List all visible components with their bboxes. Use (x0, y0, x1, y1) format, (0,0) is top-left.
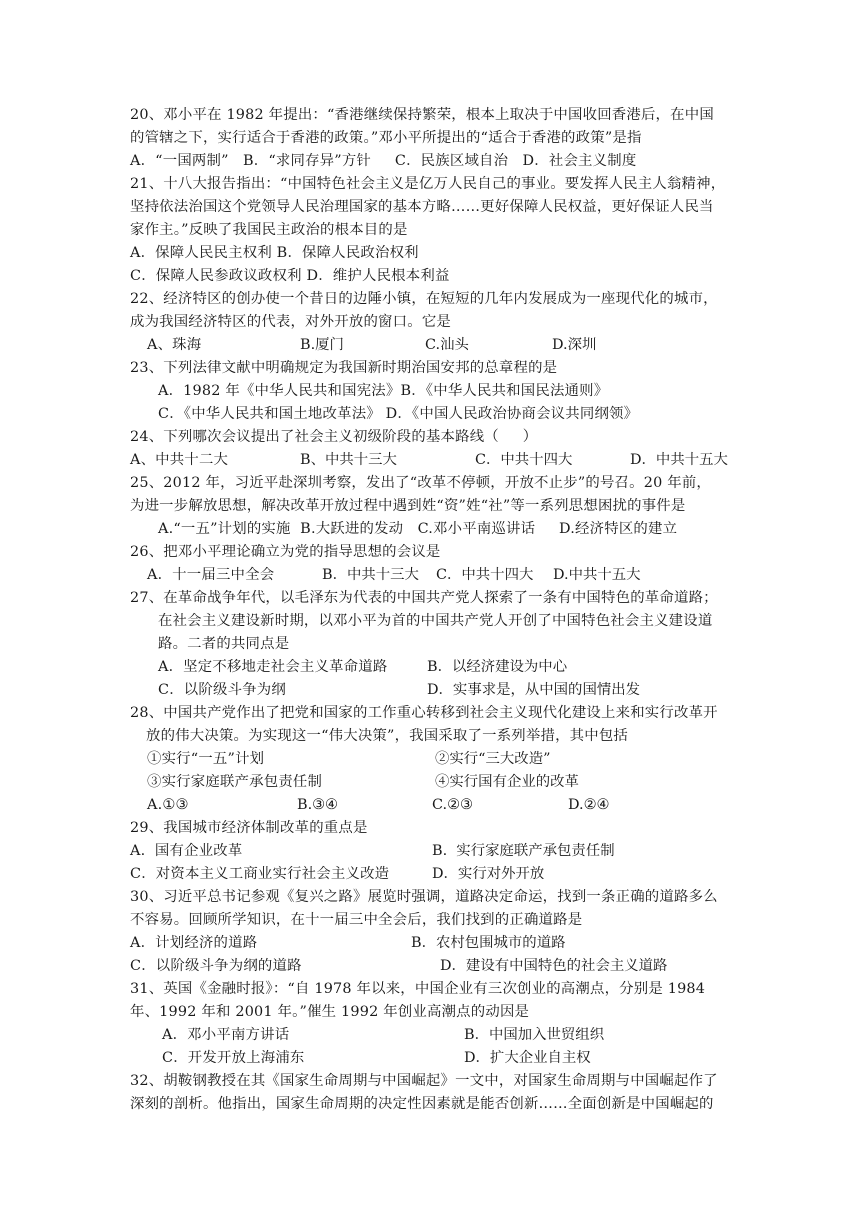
q22-option-b: B.厦门 (300, 337, 344, 353)
q24-option-d: D．中共十五大 (630, 452, 728, 468)
q28-item-2: ②实行“三大改造” (435, 751, 551, 767)
q31-option-c: C．开发开放上海浦东 (162, 1050, 305, 1066)
q27-stem-line-1: 27、在革命战争年代，以毛泽东为代表的中国共产党人探索了一条有中国特色的革命道路； (130, 590, 718, 606)
q30-stem-line-1: 30、习近平总书记参观《复兴之路》展览时强调，道路决定命运，找到一条正确的道路多么 (130, 889, 718, 905)
q29-option-b: B. 实行家庭联产承包责任制 (432, 843, 615, 859)
q30-option-d: D．建设有中国特色的社会主义道路 (440, 958, 668, 974)
q27-option-b: B．以经济建设为中心 (427, 659, 568, 675)
q26-option-a: A．十一届三中全会 (147, 567, 275, 583)
q24-option-b: B、中共十三大 (300, 452, 397, 468)
q27-stem-line-3: 路。二者的共同点是 (158, 636, 290, 652)
q21-stem-line-2: 坚持依法治国这个党领导人民治理国家的基本方略……更好保障人民权益，更好保证人民当 (130, 199, 714, 215)
q30-option-a: A．计划经济的道路 (130, 935, 258, 951)
q22-stem-line-2: 成为我国经济特区的代表，对外开放的窗口。它是 (130, 314, 451, 330)
q26-option-c: C．中共十四大 (436, 567, 534, 583)
q31-option-b: B．中国加入世贸组织 (464, 1027, 605, 1043)
q20-options: A．“一国两制” B．“求同存异”方针 C．民族区域自治 D．社会主义制度 (130, 153, 637, 169)
q32-stem-line-1: 32、胡鞍钢教授在其《国家生命周期与中国崛起》一文中，对国家生命周期与中国崛起作了 (130, 1073, 718, 1089)
q21-stem-line-1: 21、十八大报告指出：“中国特色社会主义是亿万人民自己的事业。要发挥人民主人翁精神， (130, 176, 726, 192)
q25-stem-line-2: 为进一步解放思想，解决改革开放过程中遇到姓“资”姓“社”等一系列思想困扰的事件是 (130, 498, 686, 514)
q29-stem: 29、我国城市经济体制改革的重点是 (130, 820, 368, 836)
q23-stem: 23、下列法律文献中明确规定为我国新时期治国安邦的总章程的是 (130, 360, 558, 376)
q22-option-a: A、珠海 (147, 337, 202, 353)
q31-option-a: A．邓小平南方讲话 (162, 1027, 290, 1043)
q21-options-ab: A．保障人民民主权利 B．保障人民政治权利 (130, 245, 419, 261)
q30-stem-line-2: 不容易。回顾所学知识，在十一届三中全会后，我们找到的正确道路是 (130, 912, 583, 928)
q27-option-c: C．以阶级斗争为纲 (158, 682, 286, 698)
q25-options: A.“一五”计划的实施 B.大跃进的发动 C.邓小平南巡讲话 D.经济特区的建立 (158, 521, 678, 537)
q31-stem-line-2: 年、1992 年和 2001 年。”催生 1992 年创业高潮点的动因是 (130, 1004, 530, 1020)
q31-option-d: D．扩大企业自主权 (464, 1050, 591, 1066)
q28-option-d: D.②④ (568, 797, 610, 813)
q28-option-c: C.②③ (432, 797, 473, 813)
q31-stem-line-1: 31、英国《金融时报》：“自 1978 年以来，中国企业有三次创业的高潮点，分别是 1984 (130, 981, 706, 997)
q24-option-a: A、中共十二大 (130, 452, 229, 468)
q25-stem-line-1: 25、2012 年，习近平赴深圳考察，发出了“改革不停顿，开放不止步”的号召。20 年前， (130, 475, 712, 491)
q28-item-1: ①实行“一五”计划 (147, 751, 265, 767)
q20-stem-line-2: 的管辖之下，实行适合于香港的政策。”邓小平所提出的“适合于香港的政策”是指 (130, 130, 642, 146)
q28-item-4: ④实行国有企业的改革 (435, 774, 579, 790)
q27-option-d: D．实事求是，从中国的国情出发 (427, 682, 641, 698)
q29-option-c: C．对资本主义工商业实行社会主义改造 (130, 866, 390, 882)
q23-options-ab: A．1982 年《中华人民共和国宪法》B．《中华人民共和国民法通则》 (158, 383, 609, 399)
q28-stem-line-1: 28、中国共产党作出了把党和国家的工作重心转移到社会主义现代化建设上来和实行改革开 (130, 705, 718, 721)
q29-option-d: D．实行对外开放 (432, 866, 545, 882)
q22-option-d: D.深圳 (552, 337, 597, 353)
q24-stem: 24、下列哪次会议提出了社会主义初级阶段的基本路线（ ） (130, 429, 538, 445)
q21-options-cd: C．保障人民参政议政权利 D．维护人民根本利益 (130, 268, 450, 284)
q20-stem-line-1: 20、邓小平在 1982 年提出：“香港继续保持繁荣，根本上取决于中国收回香港后，在中国 (130, 107, 714, 123)
q27-option-a: A．坚定不移地走社会主义革命道路 (158, 659, 388, 675)
q24-option-c: C．中共十四大 (475, 452, 573, 468)
q28-stem-line-2: 放的伟大决策。为实现这一“伟大决策”，我国采取了一系列举措，其中包括 (146, 728, 629, 744)
q29-option-a: A. 国有企业改革 (130, 843, 243, 859)
q21-stem-line-3: 家作主。”反映了我国民主政治的根本目的是 (130, 222, 408, 238)
q28-item-3: ③实行家庭联产承包责任制 (147, 774, 323, 790)
q26-stem: 26、把邓小平理论确立为党的指导思想的会议是 (130, 544, 441, 560)
q26-option-b: B．中共十三大 (322, 567, 419, 583)
q28-option-b: B.③④ (297, 797, 338, 813)
q26-option-d: D.中共十五大 (553, 567, 641, 583)
q28-option-a: A.①③ (147, 797, 189, 813)
q23-options-cd: C．《中华人民共和国土地改革法》 D．《中国人民政治协商会议共同纲领》 (158, 406, 639, 422)
q22-option-c: C.汕头 (425, 337, 469, 353)
q27-stem-line-2: 在社会主义建设新时期，以邓小平为首的中国共产党人开创了中国特色社会主义建设道 (158, 613, 713, 629)
q30-option-c: C．以阶级斗争为纲的道路 (130, 958, 302, 974)
q22-stem-line-1: 22、经济特区的创办使一个昔日的边陲小镇，在短短的几年内发展成为一座现代化的城市， (130, 291, 718, 307)
q32-stem-line-2: 深刻的剖析。他指出，国家生命周期的决定性因素就是能否创新……全面创新是中国崛起的 (130, 1096, 714, 1112)
q30-option-b: B．农村包围城市的道路 (411, 935, 566, 951)
